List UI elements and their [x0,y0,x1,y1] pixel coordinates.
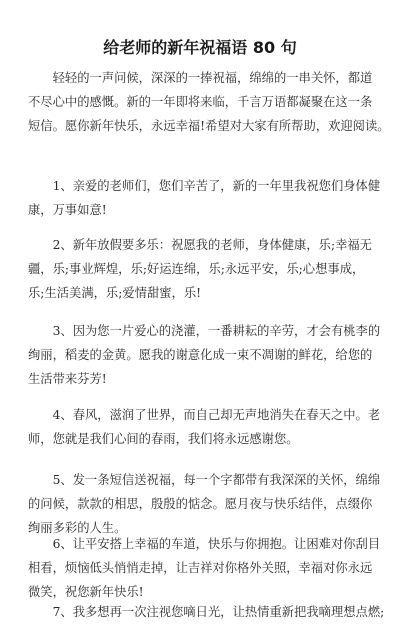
paragraph-line: 绚丽，稻麦的金黄。愿我的谢意化成一束不凋谢的鲜花，给您的 [28,348,373,363]
paragraph-line: 的问候，款款的相思，殷殷的惦念。愿月夜与快乐结伴，点缀你 [28,497,373,512]
paragraph-line: 2、新年放假要多乐：祝愿我的老师，身体健康，乐;幸福无 [52,238,372,252]
paragraph-line: 疆，乐;事业辉煌，乐;好运连绵，乐;永远平安，乐;心想事成， [28,262,365,277]
paragraph-line: 生活带来芬芳! [28,372,107,387]
paragraph-line: 6、让平安搭上幸福的车道，快乐与你拥抱。让困难对你刮目 [52,537,381,551]
paragraph-line: 5、发一条短信送祝福，每一个字都带有我深深的关怀，绵绵 [52,473,381,487]
intro-line: 不尽心中的感慨。新的一年即将来临，千言万语都凝聚在这一条 [28,95,373,110]
paragraph-line: 绚丽多彩的人生。 [28,521,127,536]
intro-line: 短信。愿你新年快乐，永远幸福!希望对大家有所帮助，欢迎阅读。 [28,119,390,134]
wish-paragraph-5 [28,468,381,541]
paragraph-line: 3、因为您一片爱心的浇灌，一番耕耘的辛劳，才会有桃李的 [52,324,381,338]
wish-paragraph-4 [28,403,381,451]
paragraph-line: 乐;生活美满，乐;爱情甜蜜，乐! [28,286,202,301]
paragraph-line: 4、春风，滋润了世界，而自己却无声地消失在春天之中。老 [52,408,381,422]
paragraph-line: 7、我多想再一次注视您嘀日光，让热情重新把我嘀理想点燃; [52,605,385,619]
paragraph-line: 师，您就是我们心间的春雨，我们将永远感谢您。 [28,432,299,447]
paragraph-line: 相看，烦恼低头悄悄走掉，让吉祥对你格外关照，幸福对你永远 [28,561,373,576]
wish-paragraph-7 [28,600,385,624]
paragraph-line: 微笑，祝您新年快乐! [28,585,144,600]
intro-paragraph [28,66,390,139]
page-title: 给老师的新年祝福语 80 句 [103,38,297,57]
paragraph-line: 1、亲爱的老师们，您们辛苦了，新的一年里我祝您们身体健 [52,179,381,193]
intro-line: 轻轻的一声问候，深深的一捧祝福，绵绵的一串关怀，都道 [52,71,373,85]
wish-paragraph-6 [28,532,381,605]
wish-paragraph-1 [28,174,381,222]
wish-paragraph-2 [28,233,372,306]
wish-paragraph-3 [28,319,381,392]
paragraph-line: 康，万事如意! [28,203,107,218]
